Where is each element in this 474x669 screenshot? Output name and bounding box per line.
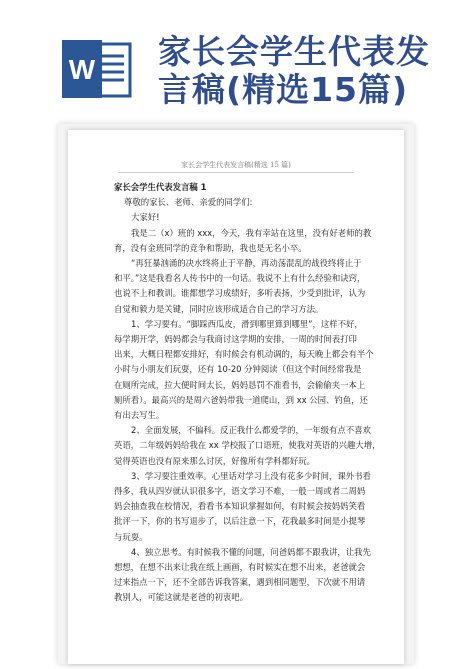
paragraph-line: 教别人，可能这就是老爸的初衷吧。 (114, 592, 248, 603)
document-heading: 家长会学生代表发言稿 1 (114, 182, 207, 192)
paragraph-line: 得多，我从四岁就认识很多字，语文学习不难，一般一周或者二周妈 (114, 486, 366, 497)
paragraph-line: 过来指点一下，还不全部告诉我答案，遇到相同题型，下次就不用请 (114, 577, 366, 588)
document-page (68, 130, 404, 664)
paragraph-line: 2、全面发展，不偏科。反正我什么都爱学的，一年级有点不喜欢 (131, 425, 371, 436)
running-header: 家长会学生代表发言稿(精选 15 篇) (181, 161, 291, 169)
paragraph-line: “再狂暴汹涌的决水终将止于平静，再动荡混乱的战役终将止于 (131, 258, 362, 269)
cover-title-line-1: 家长会学生代表发 (158, 32, 430, 71)
paragraph-line: 厕所看）。最高兴的是周六爸妈带我一道爬山，到 xx 公园、钓鱼，还 (114, 394, 368, 405)
paragraph-line: 小时与小朋友们玩耍，还有 10-20 分钟阅读（但这个时间经常我是 (114, 364, 362, 375)
paragraph-line: 在厕所完成，拉大便时间太长，妈妈恳罚不准看书，会偷偷夹一本上 (114, 379, 366, 390)
paragraph-line: 育，没有金班同学的竞争和帮助，我也是无名小卒。 (114, 242, 307, 253)
paragraph-line: 想想，在想不出来让我在纸上画画，有时候实在想不出来，老爸就会 (114, 562, 366, 573)
paragraph-line: 4、独立思考。有时候我不懂的问题，问爸妈都不跟我讲，让我先 (131, 546, 371, 557)
paragraph-line: 批评一下，你的书写退步了，以后注意一下，花我最多时间是小提琴 (114, 516, 366, 527)
paragraph-line: 妈会抽查我在校情况，看看书本知识掌握如何，有时候会按妈妈笑看 (114, 501, 366, 512)
header-rule (118, 172, 354, 173)
paragraph-line: 与玩耍。 (114, 531, 148, 542)
paragraph-line: 1、学习要有。“脚踩西瓜皮，滑到哪里算到哪里”，这样不好， (131, 318, 363, 329)
cover-title-line-2: 言稿(精选15篇) (158, 70, 409, 109)
paragraph-line: 我是二（x）班的 xxx，今天，我有幸站在这里，没有好老师的教 (131, 227, 372, 238)
paragraph-line: 出来，大概日程都安排好，有时候会有机动调的，每天晚上都会有半个 (114, 349, 374, 360)
paragraph-line: 觉得英语也没有原来那么讨厌，好像所有学科都好玩。 (114, 455, 315, 466)
paragraph-line: 自觉和毅力是关键，同时应该形成适合自己的学习方法。 (114, 303, 324, 314)
paragraph-line: 每学期开学，妈妈都会与我商讨这学期的安排，一周的时间表打印 (114, 334, 357, 345)
paragraph-line: 有出去写生。 (114, 410, 165, 421)
paragraph-line: 英语，二年级妈妈给我在 xx 学校报了口语班，使我对英语的兴趣大增， (114, 440, 381, 451)
paragraph-line: 尊敬的家长、老师、亲爱的同学们: (124, 197, 253, 208)
logo-letter: W (68, 54, 96, 85)
paragraph-line: 3、学习要注重效率。心里话对学习上没有花多少时间，课外书看 (131, 470, 371, 481)
paragraph-line: 大家好! (131, 212, 160, 223)
cover-header (0, 0, 474, 120)
paragraph-line: 和平。”这是我看名人传书中的一句话。我说不上有什么经验和诀窍， (114, 273, 366, 284)
word-document-icon (60, 36, 132, 102)
paragraph-line: 也说不上和教训。谁都想学习成绩好，多听表扬，少受到批评，认为 (114, 288, 366, 299)
document-body (114, 180, 381, 606)
